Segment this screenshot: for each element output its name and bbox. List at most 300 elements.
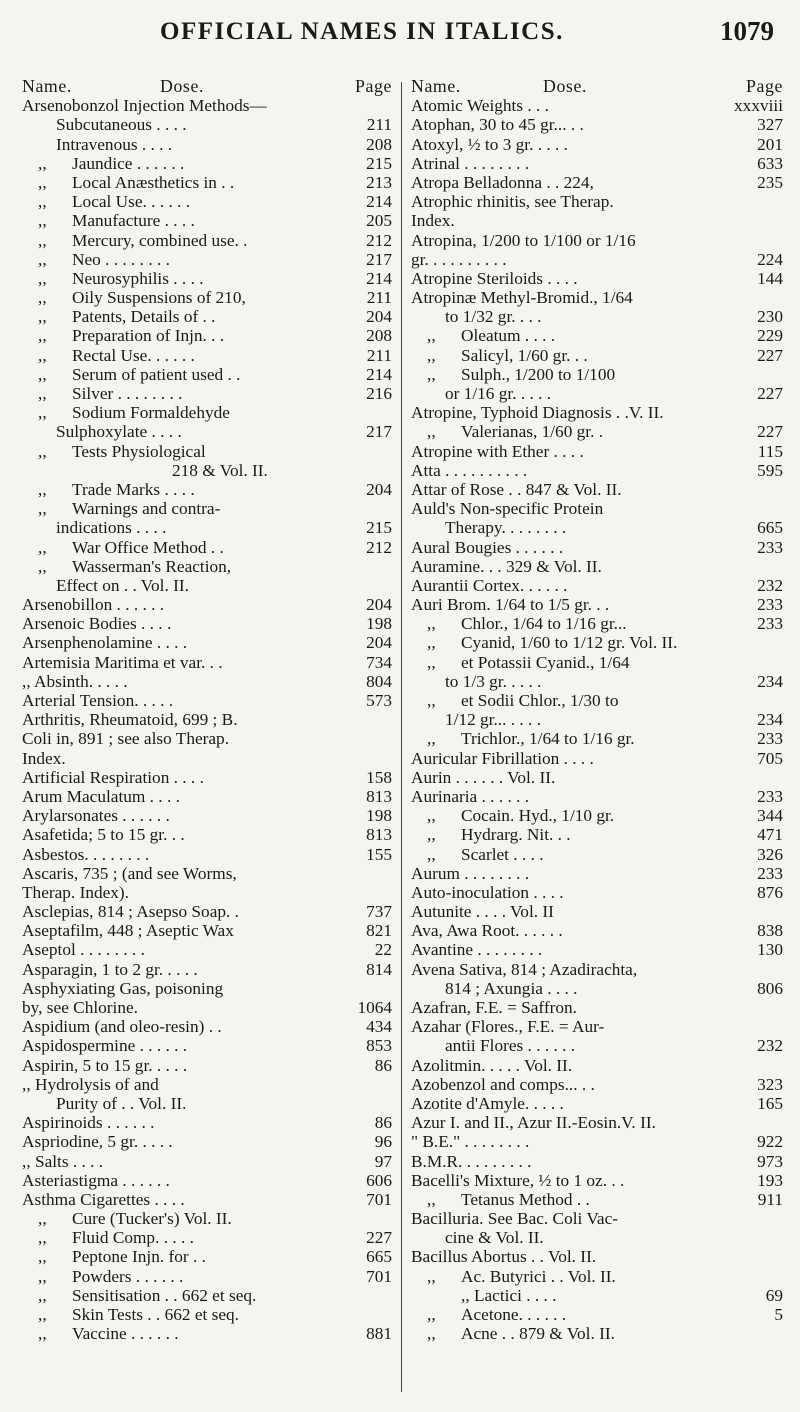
index-entry xyxy=(22,231,392,250)
index-entry xyxy=(411,1094,783,1113)
column-header xyxy=(22,77,392,96)
entry-page: 701 xyxy=(362,1190,392,1209)
entry-page: 205 xyxy=(362,211,392,230)
index-entry xyxy=(22,461,392,480)
ditto-mark: ,, xyxy=(38,288,47,308)
index-entry xyxy=(22,442,392,461)
index-entry xyxy=(411,998,783,1017)
index-entry xyxy=(22,403,392,422)
entry-text: Index. xyxy=(411,211,455,231)
index-entry xyxy=(411,1113,783,1132)
ditto-mark: ,, xyxy=(38,211,47,231)
entry-text: Azotite d'Amyle. . . . . xyxy=(411,1093,564,1113)
ditto-mark: ,, xyxy=(38,384,47,403)
entry-text: Atrinal . . . . . . . . xyxy=(411,153,530,173)
ditto-mark: ,, xyxy=(427,633,436,653)
entry-text: Aspirin, 5 to 15 gr. . . . . xyxy=(22,1055,188,1075)
entry-page: 5 xyxy=(770,1305,783,1324)
entry-page: 211 xyxy=(363,346,392,365)
entry-text: B.M.R. . . . . . . . . xyxy=(411,1151,532,1171)
entry-text: Powders . . . . . . xyxy=(72,1266,184,1286)
index-entry xyxy=(22,173,392,192)
header-page: Page xyxy=(355,76,392,96)
entry-text: Chlor., 1/64 to 1/16 gr... xyxy=(461,614,627,634)
entry-text: Aspirinoids . . . . . . xyxy=(22,1113,155,1133)
entry-page: 214 xyxy=(362,269,392,288)
entry-page: 911 xyxy=(754,1190,783,1209)
entry-page: 881 xyxy=(362,1324,392,1343)
index-entry xyxy=(22,1247,392,1266)
index-entry xyxy=(411,211,783,230)
index-entry xyxy=(22,135,392,154)
entry-page: 22 xyxy=(371,940,392,959)
entry-text: Serum of patient used . . xyxy=(72,364,241,384)
index-entry xyxy=(411,231,783,250)
index-entry xyxy=(411,1132,783,1151)
entry-text: Local Use. . . . . . xyxy=(72,192,191,212)
entry-text: Local Anæsthetics in . . xyxy=(72,172,235,192)
index-entry xyxy=(411,1190,783,1209)
index-entry xyxy=(411,173,783,192)
header-dose: Dose. xyxy=(543,76,587,96)
index-entry xyxy=(22,787,392,806)
index-entry xyxy=(22,710,392,729)
entry-page: 922 xyxy=(753,1132,783,1151)
index-entry xyxy=(22,845,392,864)
ditto-mark: ,, xyxy=(427,844,436,864)
ditto-mark: ,, xyxy=(427,652,436,672)
entry-text: ,, Salts . . . . xyxy=(22,1151,104,1171)
entry-page: 232 xyxy=(753,1036,783,1055)
entry-page: 216 xyxy=(362,384,392,403)
entry-text: Aurin . . . . . . Vol. II. xyxy=(411,767,556,787)
entry-page: 198 xyxy=(362,806,392,825)
entry-page: 224 xyxy=(753,250,783,269)
index-entry xyxy=(22,806,392,825)
entry-text: Atta . . . . . . . . . . xyxy=(411,460,528,480)
ditto-mark: ,, xyxy=(427,1324,436,1344)
entry-page: 217 xyxy=(362,422,392,441)
index-entry xyxy=(22,633,392,652)
entry-text: Asbestos. . . . . . . . xyxy=(22,844,150,864)
index-entry xyxy=(22,557,392,576)
index-entry xyxy=(411,135,783,154)
entry-page: 96 xyxy=(371,1132,392,1151)
entry-page: 838 xyxy=(753,921,783,940)
index-entry xyxy=(22,384,392,403)
entry-page: 86 xyxy=(371,1056,392,1075)
index-entry xyxy=(411,864,783,883)
ditto-mark: ,, xyxy=(427,614,436,634)
index-entry xyxy=(22,883,392,902)
entry-text: to 1/32 gr. . . . xyxy=(445,307,542,327)
index-entry xyxy=(411,326,783,345)
entry-text: Skin Tests . . 662 et seq. xyxy=(72,1305,239,1324)
entry-text: Cocain. Hyd., 1/10 gr. xyxy=(461,806,615,826)
ditto-mark: ,, xyxy=(38,479,47,499)
entry-text: Azobenzol and comps... . . xyxy=(411,1074,595,1094)
entry-text: Warnings and contra- xyxy=(72,499,221,519)
column-header xyxy=(411,77,783,96)
index-entry xyxy=(411,1247,783,1266)
entry-text: Atropinæ Methyl-Bromid., 1/64 xyxy=(411,288,633,308)
entry-text: " B.E." . . . . . . . . xyxy=(411,1132,530,1152)
index-entry xyxy=(22,576,392,595)
entry-text: Auramine. . . 329 & Vol. II. xyxy=(411,556,602,576)
index-entry xyxy=(411,940,783,959)
entry-text: Ascaris, 735 ; (and see Worms, xyxy=(22,863,237,883)
entry-page: 806 xyxy=(753,979,783,998)
entry-text: Arsenobonzol Injection Methods— xyxy=(22,96,267,116)
entry-text: Arthritis, Rheumatoid, 699 ; B. xyxy=(22,710,238,730)
index-entry xyxy=(411,902,783,921)
entry-text: Atropina, 1/200 to 1/100 or 1/16 xyxy=(411,230,636,250)
entry-text: Azahar (Flores., F.E. = Aur- xyxy=(411,1017,605,1037)
entry-page: 198 xyxy=(362,614,392,633)
index-entry xyxy=(411,192,783,211)
index-entry xyxy=(22,691,392,710)
entry-text: Aseptafilm, 448 ; Aseptic Wax xyxy=(22,921,234,941)
index-entry xyxy=(22,1094,392,1113)
entry-text: Arsenoic Bodies . . . . xyxy=(22,614,172,634)
index-entry xyxy=(411,96,783,115)
entry-text: Preparation of Injn. . . xyxy=(72,326,225,346)
entry-page: 606 xyxy=(362,1171,392,1190)
index-entry xyxy=(22,1190,392,1209)
index-entry xyxy=(22,1286,392,1305)
index-entry xyxy=(411,346,783,365)
ditto-mark: ,, xyxy=(38,537,47,557)
entry-page: 633 xyxy=(753,154,783,173)
entry-page: 327 xyxy=(753,115,783,134)
entry-text: Azur I. and II., Azur II.-Eosin.V. II. xyxy=(411,1113,656,1133)
entry-text: cine & Vol. II. xyxy=(445,1228,544,1248)
index-entry xyxy=(22,921,392,940)
page-number: 1079 xyxy=(720,16,774,46)
entry-text: Neo . . . . . . . . xyxy=(72,249,170,269)
index-entry xyxy=(411,1017,783,1036)
index-entry xyxy=(411,1036,783,1055)
index-entry xyxy=(22,614,392,633)
ditto-mark: ,, xyxy=(427,364,436,384)
entry-page: 234 xyxy=(753,710,783,729)
index-entry xyxy=(22,979,392,998)
index-entry xyxy=(22,154,392,173)
entry-text: Coli in, 891 ; see also Therap. xyxy=(22,729,230,749)
entry-text: Asphyxiating Gas, poisoning xyxy=(22,978,224,998)
ditto-mark: ,, xyxy=(38,1305,47,1324)
entry-page: 130 xyxy=(753,940,783,959)
ditto-mark: ,, xyxy=(38,345,47,365)
index-entry xyxy=(22,595,392,614)
entry-page: 204 xyxy=(362,595,392,614)
entry-page: 201 xyxy=(753,135,783,154)
index-entry xyxy=(22,1113,392,1132)
entry-page: 813 xyxy=(362,825,392,844)
entry-page: 734 xyxy=(362,653,392,672)
index-entry xyxy=(411,729,783,748)
entry-text: Cure (Tucker's) Vol. II. xyxy=(72,1209,232,1229)
entry-text: Asthma Cigarettes . . . . xyxy=(22,1189,185,1209)
ditto-mark: ,, xyxy=(38,499,47,519)
entry-text: Arsenobillon . . . . . . xyxy=(22,595,165,615)
entry-text: ,, Absinth. . . . . xyxy=(22,671,128,691)
entry-page: 193 xyxy=(753,1171,783,1190)
entry-page: 158 xyxy=(362,768,392,787)
index-entry xyxy=(22,1171,392,1190)
entry-page: 115 xyxy=(754,442,783,461)
index-entry xyxy=(22,864,392,883)
entry-text: Aurantii Cortex. . . . . . xyxy=(411,575,568,595)
entry-text: Acne . . 879 & Vol. II. xyxy=(461,1324,615,1344)
index-entry xyxy=(411,633,783,652)
entry-text: Artificial Respiration . . . . xyxy=(22,767,204,787)
entry-page: 233 xyxy=(753,595,783,614)
ditto-mark: ,, xyxy=(427,1189,436,1209)
index-entry xyxy=(22,269,392,288)
entry-text: Trade Marks . . . . xyxy=(72,479,195,499)
entry-page: 701 xyxy=(362,1267,392,1286)
index-entry xyxy=(22,250,392,269)
entry-text: Therap. Index). xyxy=(22,882,129,902)
ditto-mark: ,, xyxy=(38,307,47,327)
entry-page: 814 xyxy=(362,960,392,979)
index-entry xyxy=(411,1056,783,1075)
index-entry xyxy=(411,845,783,864)
column-divider xyxy=(401,82,402,1392)
index-entry xyxy=(22,1152,392,1171)
entry-page: 233 xyxy=(753,538,783,557)
index-entry xyxy=(22,825,392,844)
entry-text: Subcutaneous . . . . xyxy=(56,115,187,135)
entry-text: Mercury, combined use. . xyxy=(72,230,248,250)
index-entry xyxy=(22,653,392,672)
entry-page: 204 xyxy=(362,633,392,652)
entry-text: Cyanid, 1/60 to 1/12 gr. Vol. II. xyxy=(461,633,678,653)
entry-page: 144 xyxy=(753,269,783,288)
entry-page: 973 xyxy=(753,1152,783,1171)
index-entry xyxy=(411,307,783,326)
ditto-mark: ,, xyxy=(427,729,436,749)
index-entry xyxy=(411,825,783,844)
index-entry xyxy=(411,288,783,307)
index-entry xyxy=(22,998,392,1017)
entry-text: Arterial Tension. . . . . xyxy=(22,691,174,710)
entry-page: 215 xyxy=(362,154,392,173)
index-entry xyxy=(411,787,783,806)
entry-text: Bacelli's Mixture, ½ to 1 oz. . . xyxy=(411,1170,625,1190)
index-entry xyxy=(22,729,392,748)
index-entry xyxy=(22,192,392,211)
index-entry xyxy=(22,672,392,691)
entry-page: 211 xyxy=(363,115,392,134)
entry-page: 821 xyxy=(362,921,392,940)
entry-text: Oleatum . . . . xyxy=(461,326,556,346)
ditto-mark: ,, xyxy=(38,364,47,384)
index-entry xyxy=(411,422,783,441)
index-entry xyxy=(22,1017,392,1036)
entry-text: et Sodii Chlor., 1/30 to xyxy=(461,691,619,710)
entry-page: 326 xyxy=(753,845,783,864)
entry-text: Autunite . . . . Vol. II xyxy=(411,902,554,922)
entry-text: Atoxyl, ½ to 3 gr. . . . . xyxy=(411,134,568,154)
ditto-mark: ,, xyxy=(38,441,47,461)
entry-page: 232 xyxy=(753,576,783,595)
entry-text: Asclepias, 814 ; Asepso Soap. . xyxy=(22,902,239,922)
index-entry xyxy=(22,1305,392,1324)
ditto-mark: ,, xyxy=(427,691,436,710)
index-entry xyxy=(411,154,783,173)
index-entry xyxy=(22,115,392,134)
entry-text: by, see Chlorine. xyxy=(22,998,138,1017)
ditto-mark: ,, xyxy=(427,806,436,826)
entry-page: 804 xyxy=(362,672,392,691)
index-entry xyxy=(22,1209,392,1228)
index-entry xyxy=(411,576,783,595)
entry-text: Aspriodine, 5 gr. . . . . xyxy=(22,1132,173,1152)
entry-text: Arum Maculatum . . . . xyxy=(22,786,180,806)
index-entry xyxy=(411,883,783,902)
entry-text: Asafetida; 5 to 15 gr. . . xyxy=(22,825,185,845)
header-page: Page xyxy=(746,76,783,96)
entry-page: 214 xyxy=(362,192,392,211)
index-entry xyxy=(22,768,392,787)
index-entry xyxy=(411,1075,783,1094)
index-entry xyxy=(411,979,783,998)
ditto-mark: ,, xyxy=(38,556,47,576)
index-entry xyxy=(411,1228,783,1247)
entry-page: 665 xyxy=(753,518,783,537)
index-entry xyxy=(411,1286,783,1305)
entry-text: Silver . . . . . . . . xyxy=(72,384,183,403)
index-entry xyxy=(411,1305,783,1324)
ditto-mark: ,, xyxy=(38,326,47,346)
ditto-mark: ,, xyxy=(38,403,47,423)
entry-page: 233 xyxy=(753,614,783,633)
entry-text: Atropine Steriloids . . . . xyxy=(411,268,578,288)
entry-page: 573 xyxy=(362,691,392,710)
entry-text: Atropine, Typhoid Diagnosis . .V. II. xyxy=(411,403,664,423)
entry-page: 69 xyxy=(762,1286,783,1305)
entry-page: 665 xyxy=(362,1247,392,1266)
index-entry xyxy=(411,768,783,787)
entry-text: 814 ; Axungia . . . . xyxy=(445,978,578,998)
entry-text: Arsenphenolamine . . . . xyxy=(22,633,188,653)
index-entry xyxy=(411,691,783,710)
entry-text: 218 & Vol. II. xyxy=(172,460,268,480)
ditto-mark: ,, xyxy=(38,192,47,212)
entry-text: Oily Suspensions of 210, xyxy=(72,288,246,308)
right-column xyxy=(411,77,783,1343)
ditto-mark: ,, xyxy=(38,230,47,250)
index-entry xyxy=(22,940,392,959)
entry-text: gr. . . . . . . . . . xyxy=(411,249,507,269)
entry-page: 165 xyxy=(753,1094,783,1113)
entry-text: Avantine . . . . . . . . xyxy=(411,940,543,960)
index-entry xyxy=(411,461,783,480)
index-entry xyxy=(411,442,783,461)
ditto-mark: ,, xyxy=(427,1266,436,1286)
entry-page: 217 xyxy=(362,250,392,269)
index-entry xyxy=(411,653,783,672)
index-entry xyxy=(22,346,392,365)
entry-text: Avena Sativa, 814 ; Azadirachta, xyxy=(411,959,638,979)
entry-text: Fluid Comp. . . . . xyxy=(72,1228,194,1248)
entry-page: 853 xyxy=(362,1036,392,1055)
index-entry xyxy=(22,538,392,557)
index-entry xyxy=(411,749,783,768)
page-header xyxy=(0,12,800,52)
index-entry xyxy=(411,384,783,403)
index-entry xyxy=(22,365,392,384)
index-entry xyxy=(22,902,392,921)
entry-text: Aseptol . . . . . . . . xyxy=(22,940,145,960)
index-entry xyxy=(22,749,392,768)
header-name: Name. xyxy=(22,76,72,96)
entry-text: et Potassii Cyanid., 1/64 xyxy=(461,652,630,672)
index-entry xyxy=(411,960,783,979)
index-entry xyxy=(411,269,783,288)
entry-text: Effect on . . Vol. II. xyxy=(56,575,189,595)
index-entry xyxy=(22,1056,392,1075)
entry-text: Aurinaria . . . . . . xyxy=(411,786,530,806)
index-entry xyxy=(22,307,392,326)
entry-text: Atrophic rhinitis, see Therap. xyxy=(411,192,614,212)
entry-text: Sensitisation . . 662 et seq. xyxy=(72,1285,257,1305)
index-entry xyxy=(22,1228,392,1247)
index-entry xyxy=(22,518,392,537)
entry-page: 229 xyxy=(753,326,783,345)
entry-text: Bacilluria. See Bac. Coli Vac- xyxy=(411,1209,618,1229)
entry-text: Vaccine . . . . . . xyxy=(72,1324,179,1344)
ditto-mark: ,, xyxy=(38,1266,47,1286)
entry-text: Acetone. . . . . . xyxy=(461,1305,567,1324)
index-entry xyxy=(411,1267,783,1286)
entry-text: Peptone Injn. for . . xyxy=(72,1247,206,1267)
entry-text: Ava, Awa Root. . . . . . xyxy=(411,921,563,941)
entry-page: xxxviii xyxy=(730,96,783,115)
entry-text: Atomic Weights . . . xyxy=(411,96,549,116)
index-entry xyxy=(411,365,783,384)
entry-page: 235 xyxy=(753,173,783,192)
entry-page: 234 xyxy=(753,672,783,691)
entry-text: Azafran, F.E. = Saffron. xyxy=(411,998,577,1017)
index-entry xyxy=(411,1152,783,1171)
entry-text: Aspidospermine . . . . . . xyxy=(22,1036,188,1056)
index-entry xyxy=(411,672,783,691)
index-entry xyxy=(22,422,392,441)
index-entry xyxy=(411,538,783,557)
entry-text: Auld's Non-specific Protein xyxy=(411,499,604,519)
entry-text: antii Flores . . . . . . xyxy=(445,1036,576,1056)
entry-text: Trichlor., 1/64 to 1/16 gr. xyxy=(461,729,635,749)
entry-text: Manufacture . . . . xyxy=(72,211,195,231)
index-entry xyxy=(22,960,392,979)
entry-page: 208 xyxy=(362,326,392,345)
entry-text: Sulphoxylate . . . . xyxy=(56,422,182,442)
entry-page: 233 xyxy=(753,864,783,883)
index-entry xyxy=(22,326,392,345)
index-entry xyxy=(411,250,783,269)
entry-text: Artemisia Maritima et var. . . xyxy=(22,652,223,672)
ditto-mark: ,, xyxy=(38,1324,47,1344)
ditto-mark: ,, xyxy=(427,1305,436,1324)
header-dose: Dose. xyxy=(160,76,204,96)
entry-text: Tests Physiological xyxy=(72,441,206,461)
entry-text: Asteriastigma . . . . . . xyxy=(22,1170,170,1190)
entry-page: 595 xyxy=(753,461,783,480)
ditto-mark: ,, xyxy=(38,1247,47,1267)
